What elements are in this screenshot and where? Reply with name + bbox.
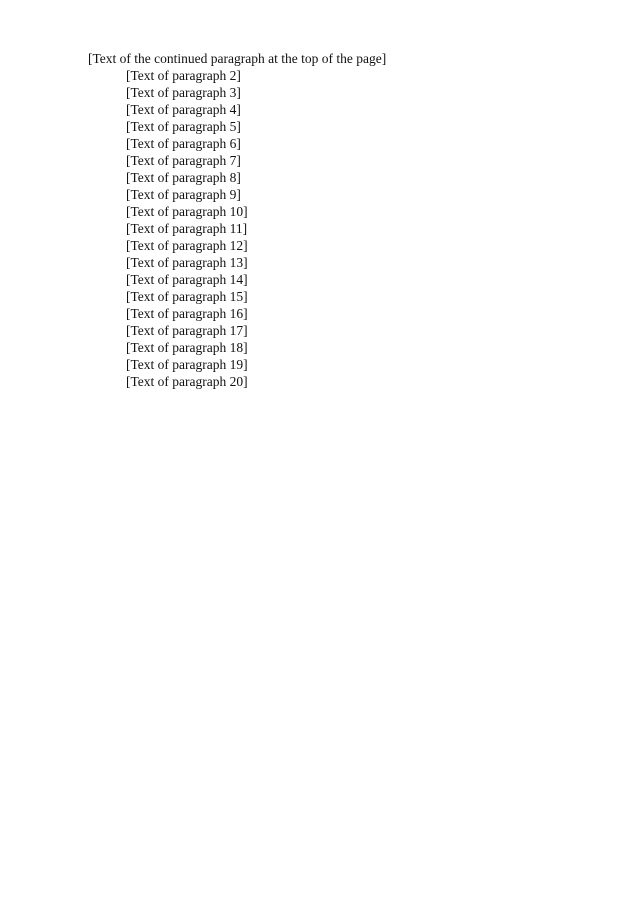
paragraph: [Text of paragraph 11] <box>126 221 248 236</box>
paragraph: [Text of paragraph 19] <box>126 357 248 372</box>
paragraph: [Text of paragraph 8] <box>126 170 241 185</box>
paragraph: [Text of paragraph 5] <box>126 119 241 134</box>
paragraph: [Text of paragraph 13] <box>126 255 248 270</box>
paragraph: [Text of paragraph 9] <box>126 187 241 202</box>
document-body <box>88 50 588 390</box>
paragraph: [Text of paragraph 12] <box>126 238 248 253</box>
paragraph: [Text of the continued paragraph at the top of the page] <box>88 51 387 66</box>
paragraph: [Text of paragraph 3] <box>126 85 241 100</box>
paragraph: [Text of paragraph 4] <box>126 102 241 117</box>
paragraph: [Text of paragraph 15] <box>126 289 248 304</box>
paragraph: [Text of paragraph 16] <box>126 306 248 321</box>
paragraph: [Text of paragraph 17] <box>126 323 248 338</box>
paragraph: [Text of paragraph 18] <box>126 340 248 355</box>
paragraph: [Text of paragraph 14] <box>126 272 248 287</box>
paragraph: [Text of paragraph 7] <box>126 153 241 168</box>
paragraph: [Text of paragraph 6] <box>126 136 241 151</box>
paragraph: [Text of paragraph 2] <box>126 68 241 83</box>
paragraph: [Text of paragraph 10] <box>126 204 248 219</box>
paragraph: [Text of paragraph 20] <box>126 374 248 389</box>
